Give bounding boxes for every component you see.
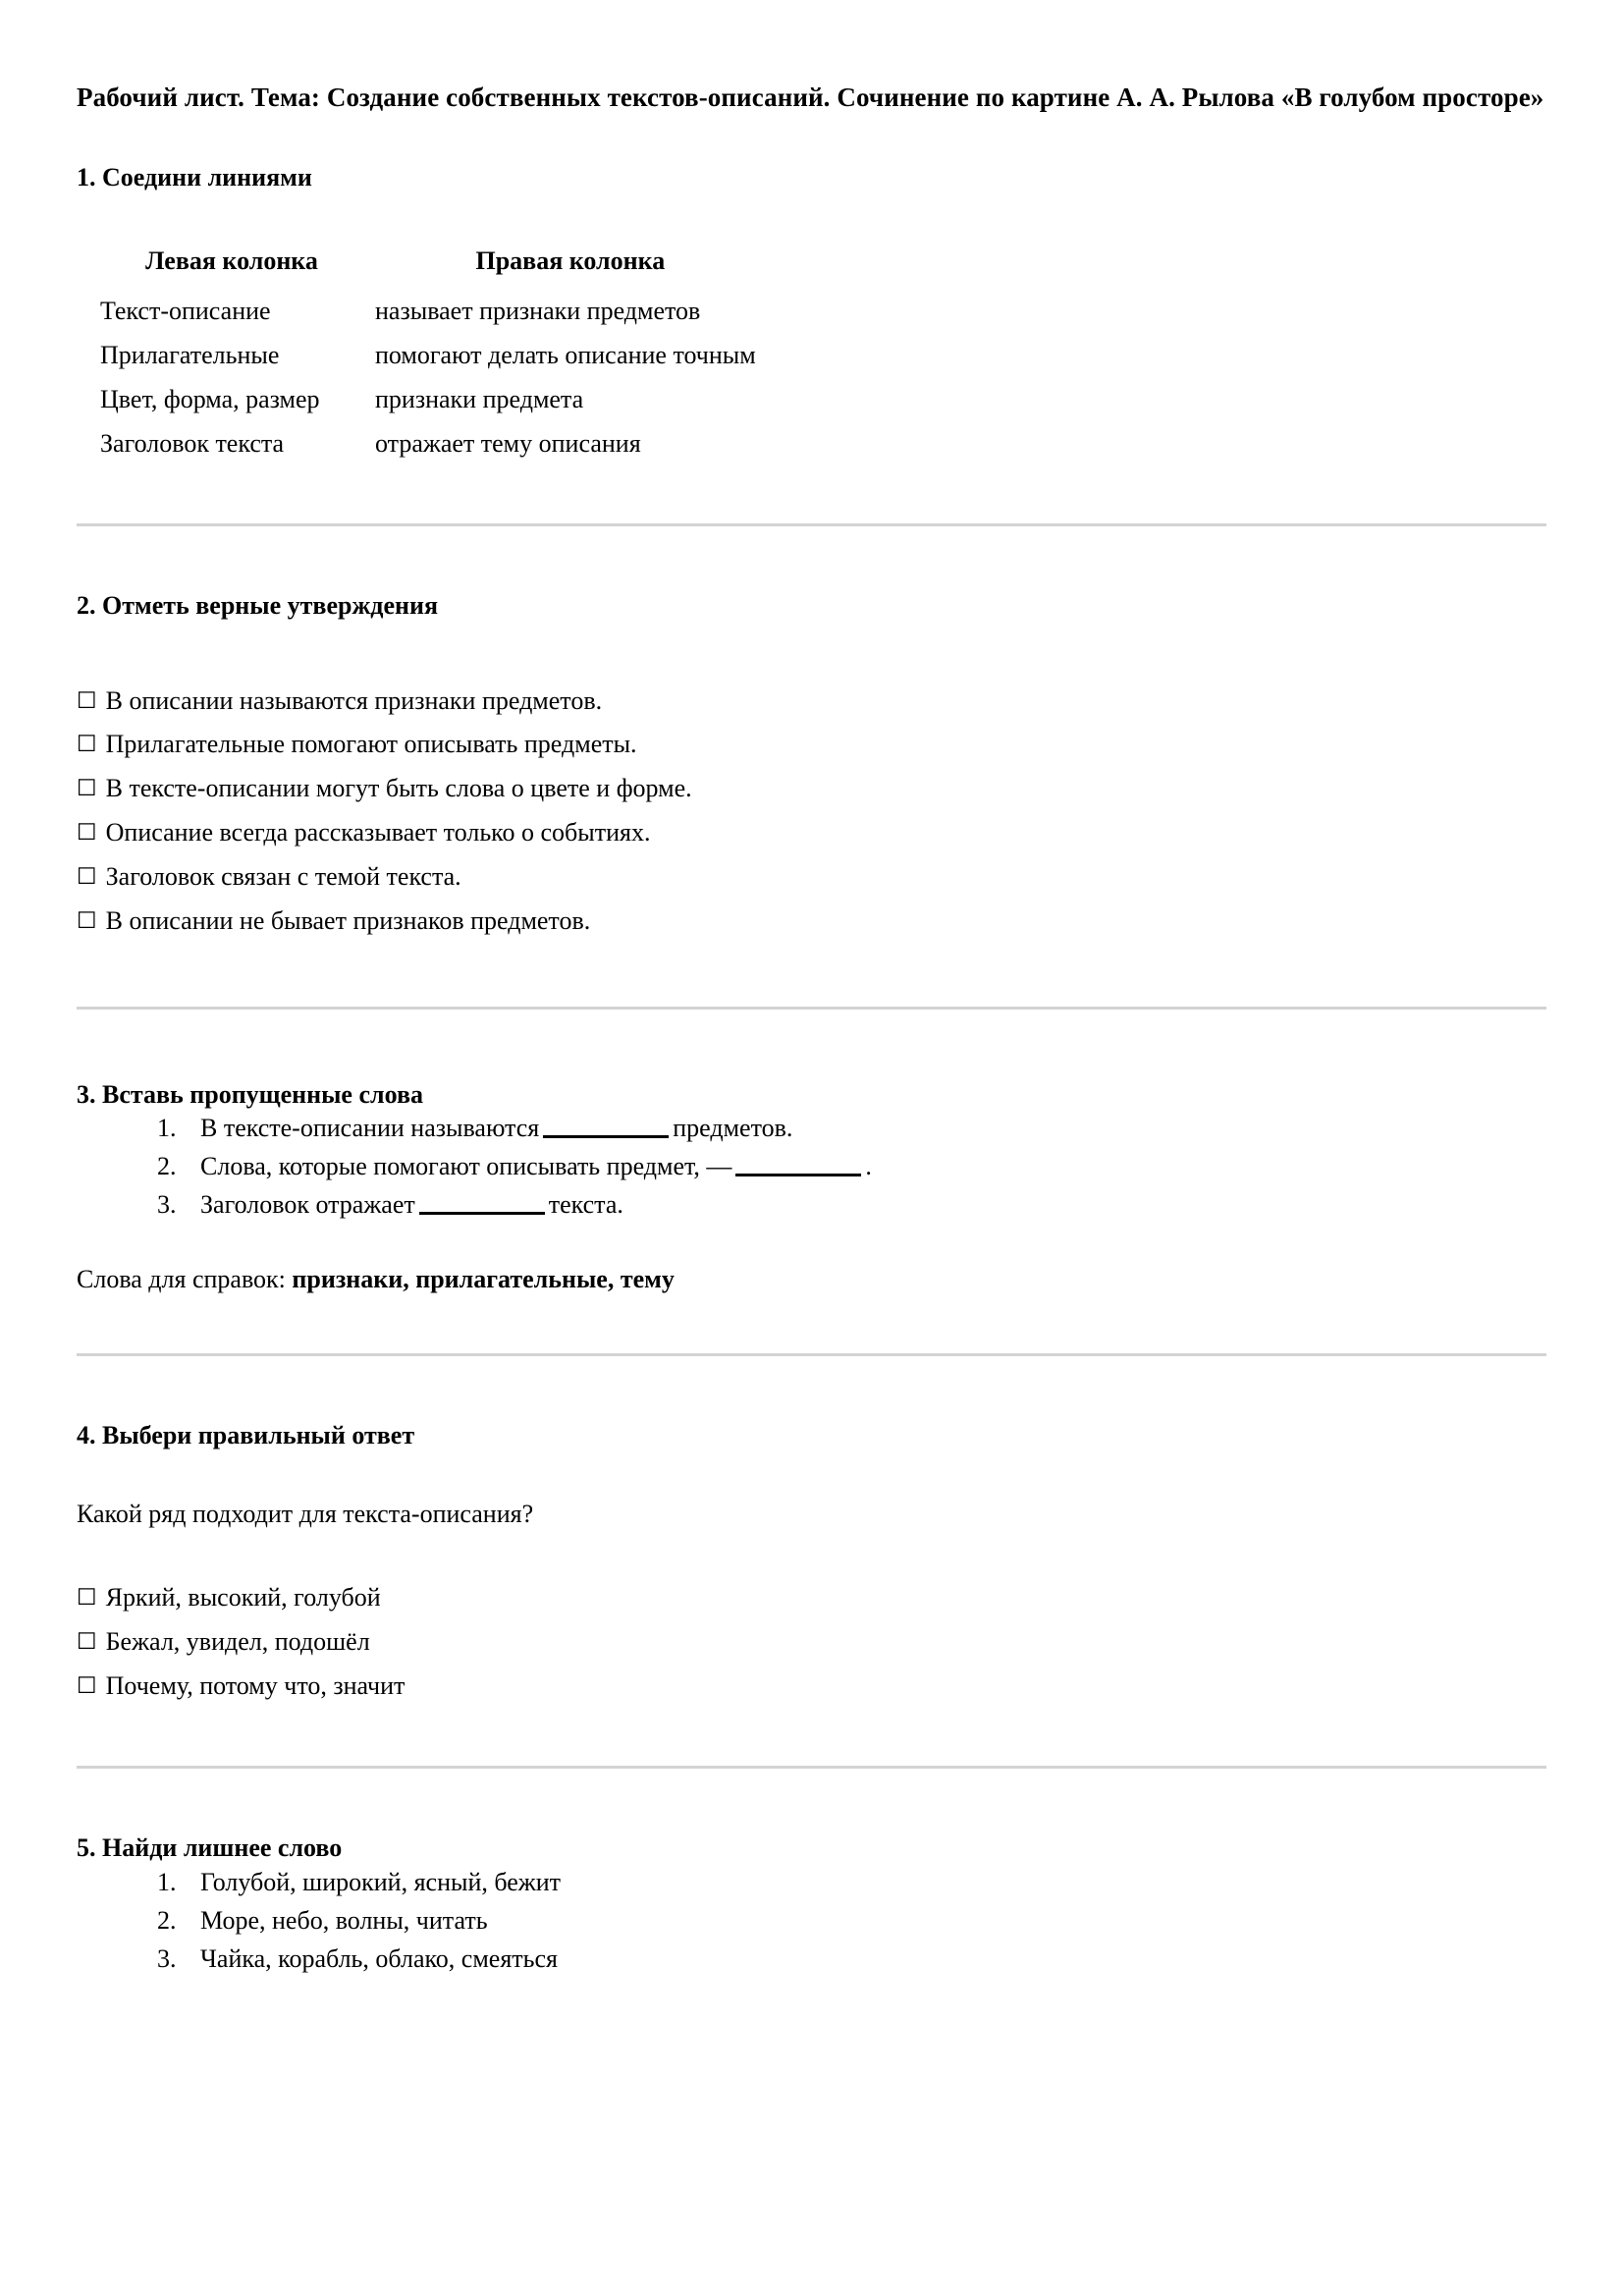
radio-option-item[interactable] — [77, 1620, 1546, 1665]
option-label: Яркий, высокий, голубой — [105, 1583, 381, 1613]
match-term-left[interactable]: Цвет, форма, размер — [100, 385, 320, 414]
fill-in-blank-item[interactable] — [183, 1149, 1546, 1185]
checkbox-icon[interactable]: ☐ — [77, 776, 97, 802]
checkbox-list-item[interactable] — [77, 767, 1546, 811]
checkbox-icon[interactable]: ☐ — [77, 687, 97, 714]
odd-one-out-item[interactable]: 2. Море, небо, волны, читать — [183, 1903, 1546, 1940]
section-4-heading: 4. Выбери правильный ответ — [77, 1421, 415, 1450]
section-divider-1 — [77, 523, 1546, 526]
match-term-right[interactable]: признаки предмета — [375, 385, 584, 414]
reference-words-line — [77, 1263, 1546, 1296]
table-row[interactable] — [100, 290, 756, 334]
radio-option-item[interactable] — [77, 1665, 1546, 1709]
blank-prefix-text: Заголовок отражает — [200, 1190, 415, 1220]
section-1-heading: 1. Соедини линиями — [77, 162, 312, 191]
table-row[interactable] — [100, 422, 756, 466]
matching-table — [100, 246, 756, 465]
checkbox-item-label: Прилагательные помогают описывать предметы. — [105, 730, 637, 759]
blank-suffix-text: текста. — [548, 1190, 623, 1220]
section-4-question: Какой ряд подходит для текста-описания? — [77, 1500, 534, 1529]
table-row[interactable] — [100, 334, 756, 378]
reference-words-label: Слова для справок: — [77, 1265, 286, 1294]
column-header-right: Правая колонка — [475, 246, 666, 276]
option-label: Бежал, увидел, подошёл — [105, 1627, 370, 1657]
checkbox-icon[interactable]: ☐ — [77, 1673, 97, 1700]
checkbox-list-item[interactable] — [77, 723, 1546, 767]
checkbox-item-label: Заголовок связан с темой текста. — [105, 861, 461, 891]
column-header-left: Левая колонка — [145, 246, 318, 276]
page-title: Рабочий лист. Тема: Создание собственных текстов-описаний. Сочинение по картине А. А. Рылова «В голубом просторе» — [77, 82, 1544, 112]
blank-input-line[interactable] — [543, 1116, 669, 1138]
checkbox-item-label: В описании не бывает признаков предметов. — [105, 905, 591, 935]
checkbox-item-label: В описании называются признаки предметов. — [105, 685, 603, 715]
checkbox-list-item[interactable] — [77, 811, 1546, 855]
fill-in-blank-item[interactable] — [183, 1111, 1546, 1147]
fill-in-blank-item[interactable] — [183, 1187, 1546, 1224]
fill-in-blank-list — [77, 1111, 1546, 1224]
blank-prefix-text: Слова, которые помогают описывать предмет, — — [200, 1152, 732, 1181]
section-2-checkbox-list — [77, 680, 1546, 944]
table-header-row — [100, 246, 756, 290]
match-term-left[interactable]: Прилагательные — [100, 341, 280, 370]
section-divider-2 — [77, 1007, 1546, 1010]
blank-prefix-text: В тексте-описании называются — [200, 1114, 540, 1143]
checkbox-list-item[interactable] — [77, 900, 1546, 944]
match-term-right[interactable]: называет признаки предметов — [375, 297, 701, 326]
checkbox-icon[interactable]: ☐ — [77, 907, 97, 934]
page-content — [77, 0, 1546, 1979]
match-term-left[interactable]: Заголовок текста — [100, 428, 285, 458]
odd-one-out-list — [77, 1865, 1546, 1978]
section-5-heading: 5. Найди лишнее слово — [77, 1832, 343, 1862]
blank-suffix-text: . — [865, 1152, 872, 1181]
section-2-heading: 2. Отметь верные утверждения — [77, 590, 439, 620]
option-label: Почему, потому что, значит — [105, 1671, 406, 1701]
checkbox-icon[interactable]: ☐ — [77, 820, 97, 847]
odd-one-out-item[interactable]: 3. Чайка, корабль, облако, смеяться — [183, 1941, 1546, 1978]
checkbox-list-item[interactable] — [77, 855, 1546, 900]
checkbox-icon[interactable]: ☐ — [77, 1629, 97, 1656]
blank-input-line[interactable] — [419, 1192, 545, 1215]
section-3-heading: 3. Вставь пропущенные слова — [77, 1079, 423, 1109]
checkbox-icon[interactable]: ☐ — [77, 732, 97, 758]
match-term-right[interactable]: отражает тему описания — [375, 428, 641, 458]
checkbox-icon[interactable]: ☐ — [77, 1585, 97, 1612]
table-row[interactable] — [100, 378, 756, 422]
blank-input-line[interactable] — [735, 1154, 861, 1176]
match-term-right[interactable]: помогают делать описание точным — [375, 341, 756, 370]
checkbox-list-item[interactable] — [77, 680, 1546, 724]
section-divider-4 — [77, 1766, 1546, 1769]
section-divider-3 — [77, 1353, 1546, 1356]
checkbox-icon[interactable]: ☐ — [77, 863, 97, 890]
checkbox-item-label: В тексте-описании могут быть слова о цвете и форме. — [105, 774, 692, 803]
blank-suffix-text: предметов. — [673, 1114, 793, 1143]
radio-option-item[interactable] — [77, 1576, 1546, 1620]
checkbox-item-label: Описание всегда рассказывает только о событиях. — [105, 818, 651, 847]
reference-words-values: признаки, прилагательные, тему — [292, 1265, 675, 1294]
odd-one-out-item[interactable]: 1. Голубой, широкий, ясный, бежит — [183, 1865, 1546, 1901]
section-4-option-list — [77, 1576, 1546, 1708]
match-term-left[interactable]: Текст-описание — [100, 297, 271, 326]
